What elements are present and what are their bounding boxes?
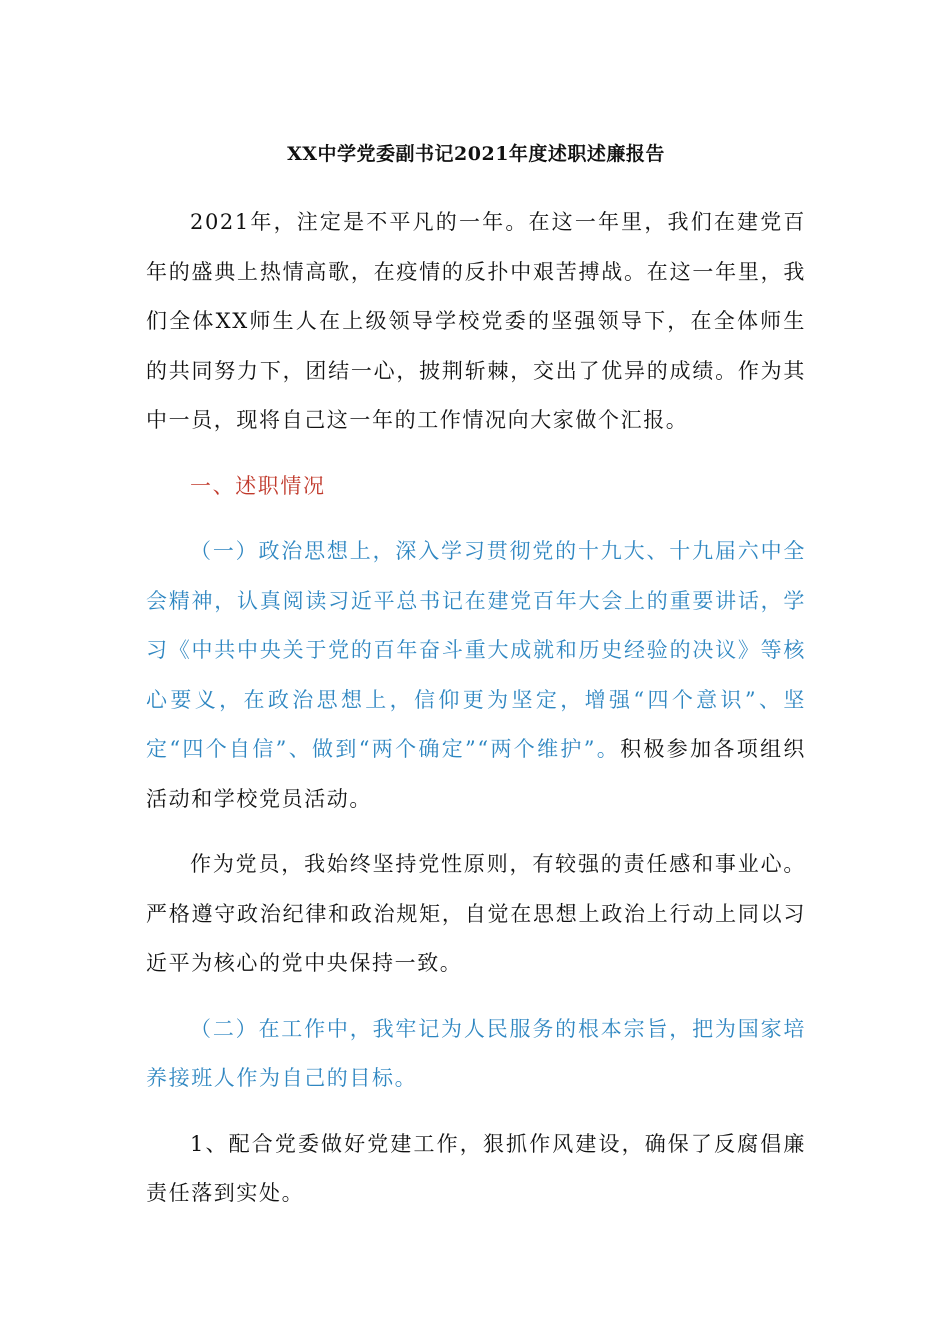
party-member-paragraph: 作为党员，我始终坚持党性原则，有较强的责任感和事业心。严格遵守政治纪律和政治规矩，自觉在思想上政治上行动上同以习近平为核心的党中央保持一致。 xyxy=(146,852,806,975)
political-thought-activities: 积极参加各项组织活动和学校党员活动。 xyxy=(146,737,806,811)
document-body xyxy=(146,130,806,1219)
document-title: XX中学党委副书记2021年度述职述廉报告 xyxy=(287,143,665,165)
section-heading-duty-report: 一、述职情况 xyxy=(190,473,326,498)
intro-paragraph: 2021年，注定是不平凡的一年。在这一年里，我们在建党百年的盛典上热情高歌，在疫情的反扑中艰苦搏战。在这一年里，我们全体XX师生人在上级领导学校党委的坚强领导下，在全体师生的共同努力下，团结一心，披荆斩棘，交出了优异的成绩。作为其中一员，现将自己这一年的工作情况向大家做个汇报。 xyxy=(146,210,806,432)
political-thought-subheading: （一）政治思想上，深入学习贯彻党的十九大、十九届六中全会精神，认真阅读习近平总书记在建党百年大会上的重要讲话，学习《中共中央关于党的百年奋斗重大成就和历史经验的决议》等核心要义，在政治思想上，信仰更为坚定，增强“四个意识”、坚定“四个自信”、做到“两个确定”“两个维护”。 xyxy=(146,539,806,761)
political-thought-paragraph xyxy=(146,527,806,824)
work-subheading: （二）在工作中，我牢记为人民服务的根本宗旨，把为国家培养接班人作为自己的目标。 xyxy=(146,1016,806,1090)
party-building-item: 1、配合党委做好党建工作，狠抓作风建设，确保了反腐倡廉责任落到实处。 xyxy=(146,1131,806,1205)
